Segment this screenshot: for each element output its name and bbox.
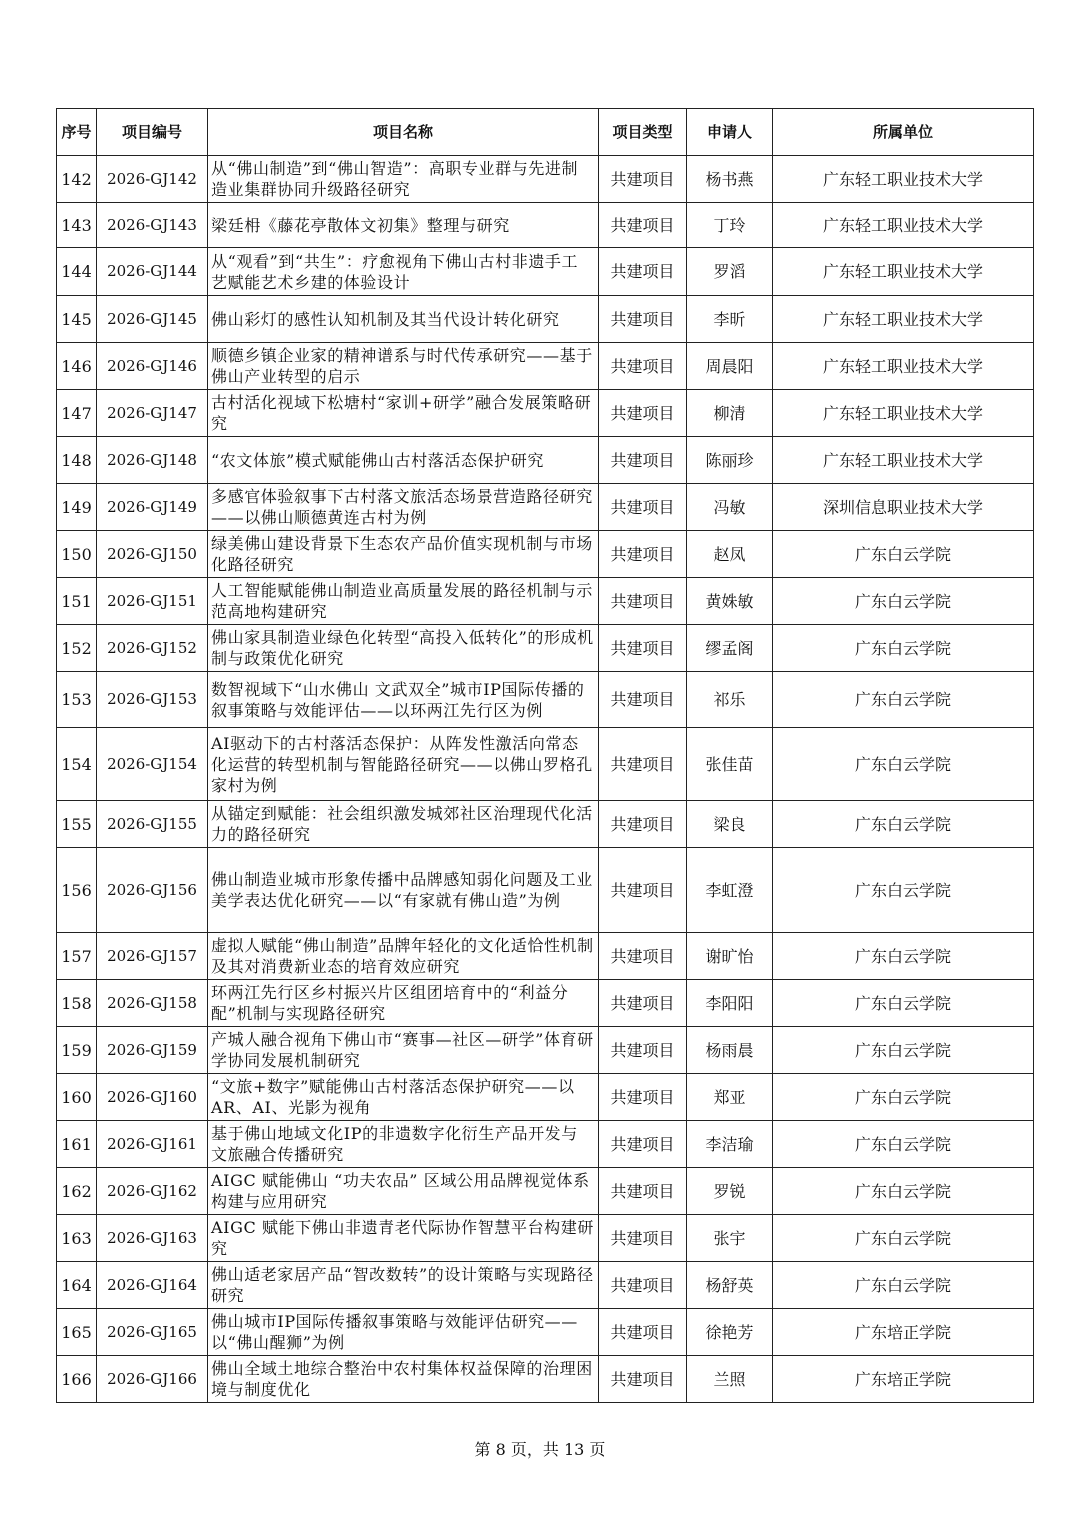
cell-applicant: 李虹澄 — [687, 848, 773, 933]
cell-code: 2026-GJ153 — [97, 672, 208, 728]
table-row — [57, 801, 1034, 848]
table-row — [57, 390, 1034, 437]
table-row — [57, 980, 1034, 1027]
cell-unit: 广东白云学院 — [773, 625, 1034, 672]
cell-project-type: 共建项目 — [599, 1309, 687, 1356]
cell-unit: 广东白云学院 — [773, 1121, 1034, 1168]
cell-applicant: 丁玲 — [687, 203, 773, 248]
cell-no: 162 — [57, 1168, 97, 1215]
cell-code: 2026-GJ148 — [97, 437, 208, 484]
cell-no: 149 — [57, 484, 97, 531]
col-header-unit: 所属单位 — [773, 109, 1034, 156]
table-row — [57, 1074, 1034, 1121]
cell-code: 2026-GJ147 — [97, 390, 208, 437]
cell-applicant: 谢旷怡 — [687, 933, 773, 980]
cell-project-name: “文旅+数字”赋能佛山古村落活态保护研究——以AR、AI、光影为视角 — [208, 1074, 599, 1121]
cell-project-name: AIGC 赋能佛山 “功夫农品” 区域公用品牌视觉体系构建与应用研究 — [208, 1168, 599, 1215]
cell-code: 2026-GJ156 — [97, 848, 208, 933]
cell-project-name: 顺德乡镇企业家的精神谱系与时代传承研究——基于佛山产业转型的启示 — [208, 343, 599, 390]
cell-project-type: 共建项目 — [599, 390, 687, 437]
col-header-code: 项目编号 — [97, 109, 208, 156]
cell-project-type: 共建项目 — [599, 484, 687, 531]
cell-code: 2026-GJ165 — [97, 1309, 208, 1356]
cell-no: 152 — [57, 625, 97, 672]
cell-no: 161 — [57, 1121, 97, 1168]
cell-project-type: 共建项目 — [599, 848, 687, 933]
cell-code: 2026-GJ157 — [97, 933, 208, 980]
cell-unit: 广东轻工职业技术大学 — [773, 203, 1034, 248]
cell-project-type: 共建项目 — [599, 248, 687, 296]
cell-unit: 广东白云学院 — [773, 980, 1034, 1027]
cell-code: 2026-GJ163 — [97, 1215, 208, 1262]
cell-project-name: “农文体旅”模式赋能佛山古村落活态保护研究 — [208, 437, 599, 484]
cell-applicant: 祁乐 — [687, 672, 773, 728]
cell-project-name: 佛山彩灯的感性认知机制及其当代设计转化研究 — [208, 296, 599, 343]
cell-project-name: 佛山家具制造业绿色化转型“高投入低转化”的形成机制与政策优化研究 — [208, 625, 599, 672]
cell-project-name: AI驱动下的古村落活态保护：从阵发性激活向常态化运营的转型机制与智能路径研究——以佛山罗格孔家村为例 — [208, 728, 599, 801]
cell-project-name: AIGC 赋能下佛山非遗青老代际协作智慧平台构建研究 — [208, 1215, 599, 1262]
table-row — [57, 203, 1034, 248]
cell-code: 2026-GJ164 — [97, 1262, 208, 1309]
table-header-row — [57, 109, 1034, 156]
cell-applicant: 周晨阳 — [687, 343, 773, 390]
cell-code: 2026-GJ158 — [97, 980, 208, 1027]
cell-no: 154 — [57, 728, 97, 801]
table-row — [57, 1027, 1034, 1074]
cell-project-name: 佛山制造业城市形象传播中品牌感知弱化问题及工业美学表达优化研究——以“有家就有佛山造”为例 — [208, 848, 599, 933]
cell-unit: 广东白云学院 — [773, 1027, 1034, 1074]
table-row — [57, 1168, 1034, 1215]
cell-no: 146 — [57, 343, 97, 390]
table-row — [57, 1309, 1034, 1356]
cell-project-name: 绿美佛山建设背景下生态农产品价值实现机制与市场化路径研究 — [208, 531, 599, 578]
cell-project-name: 从“佛山制造”到“佛山智造”：高职专业群与先进制造业集群协同升级路径研究 — [208, 156, 599, 203]
cell-project-type: 共建项目 — [599, 156, 687, 203]
cell-no: 150 — [57, 531, 97, 578]
cell-code: 2026-GJ159 — [97, 1027, 208, 1074]
cell-applicant: 徐艳芳 — [687, 1309, 773, 1356]
cell-code: 2026-GJ144 — [97, 248, 208, 296]
cell-unit: 广东培正学院 — [773, 1356, 1034, 1403]
cell-project-name: 虚拟人赋能“佛山制造”品牌年轻化的文化适恰性机制及其对消费新业态的培育效应研究 — [208, 933, 599, 980]
cell-applicant: 黄姝敏 — [687, 578, 773, 625]
cell-no: 151 — [57, 578, 97, 625]
cell-unit: 广东轻工职业技术大学 — [773, 343, 1034, 390]
col-header-applicant: 申请人 — [687, 109, 773, 156]
table-row — [57, 156, 1034, 203]
cell-project-type: 共建项目 — [599, 437, 687, 484]
cell-project-type: 共建项目 — [599, 625, 687, 672]
cell-no: 157 — [57, 933, 97, 980]
cell-code: 2026-GJ149 — [97, 484, 208, 531]
cell-applicant: 柳清 — [687, 390, 773, 437]
cell-applicant: 杨雨晨 — [687, 1027, 773, 1074]
cell-no: 142 — [57, 156, 97, 203]
cell-no: 163 — [57, 1215, 97, 1262]
cell-unit: 广东白云学院 — [773, 1262, 1034, 1309]
cell-no: 158 — [57, 980, 97, 1027]
col-header-name: 项目名称 — [208, 109, 599, 156]
cell-project-type: 共建项目 — [599, 1074, 687, 1121]
cell-applicant: 张宇 — [687, 1215, 773, 1262]
cell-applicant: 赵凤 — [687, 531, 773, 578]
cell-unit: 广东轻工职业技术大学 — [773, 248, 1034, 296]
cell-code: 2026-GJ160 — [97, 1074, 208, 1121]
cell-applicant: 梁良 — [687, 801, 773, 848]
cell-project-name: 产城人融合视角下佛山市“赛事—社区—研学”体育研学协同发展机制研究 — [208, 1027, 599, 1074]
cell-code: 2026-GJ161 — [97, 1121, 208, 1168]
table-row — [57, 578, 1034, 625]
table-row — [57, 728, 1034, 801]
cell-project-type: 共建项目 — [599, 531, 687, 578]
cell-applicant: 郑亚 — [687, 1074, 773, 1121]
table-row — [57, 933, 1034, 980]
cell-project-type: 共建项目 — [599, 203, 687, 248]
table-row — [57, 248, 1034, 296]
cell-code: 2026-GJ146 — [97, 343, 208, 390]
cell-project-type: 共建项目 — [599, 1027, 687, 1074]
cell-applicant: 李昕 — [687, 296, 773, 343]
cell-no: 165 — [57, 1309, 97, 1356]
cell-unit: 广东白云学院 — [773, 1215, 1034, 1262]
cell-project-type: 共建项目 — [599, 672, 687, 728]
cell-project-type: 共建项目 — [599, 933, 687, 980]
cell-unit: 广东白云学院 — [773, 801, 1034, 848]
table-row — [57, 1215, 1034, 1262]
cell-no: 166 — [57, 1356, 97, 1403]
cell-no: 145 — [57, 296, 97, 343]
cell-project-name: 从锚定到赋能：社会组织激发城郊社区治理现代化活力的路径研究 — [208, 801, 599, 848]
cell-unit: 广东轻工职业技术大学 — [773, 390, 1034, 437]
cell-code: 2026-GJ143 — [97, 203, 208, 248]
cell-code: 2026-GJ142 — [97, 156, 208, 203]
cell-unit: 广东白云学院 — [773, 672, 1034, 728]
cell-project-name: 人工智能赋能佛山制造业高质量发展的路径机制与示范高地构建研究 — [208, 578, 599, 625]
cell-no: 148 — [57, 437, 97, 484]
cell-no: 153 — [57, 672, 97, 728]
cell-project-type: 共建项目 — [599, 343, 687, 390]
page-number: 第 8 页，共 13 页 — [474, 1440, 606, 1459]
cell-no: 156 — [57, 848, 97, 933]
cell-project-name: 数智视域下“山水佛山 文武双全”城市IP国际传播的叙事策略与效能评估——以环两江先行区为例 — [208, 672, 599, 728]
cell-project-type: 共建项目 — [599, 1262, 687, 1309]
cell-project-type: 共建项目 — [599, 1168, 687, 1215]
cell-no: 143 — [57, 203, 97, 248]
cell-project-name: 从“观看”到“共生”：疗愈视角下佛山古村非遗手工艺赋能艺术乡建的体验设计 — [208, 248, 599, 296]
cell-no: 164 — [57, 1262, 97, 1309]
cell-project-type: 共建项目 — [599, 801, 687, 848]
table-row — [57, 625, 1034, 672]
cell-no: 159 — [57, 1027, 97, 1074]
cell-project-name: 古村活化视域下松塘村“家训+研学”融合发展策略研究 — [208, 390, 599, 437]
cell-applicant: 杨书燕 — [687, 156, 773, 203]
cell-applicant: 兰照 — [687, 1356, 773, 1403]
cell-unit: 广东培正学院 — [773, 1309, 1034, 1356]
cell-project-name: 佛山全域土地综合整治中农村集体权益保障的治理困境与制度优化 — [208, 1356, 599, 1403]
cell-unit: 广东白云学院 — [773, 933, 1034, 980]
cell-code: 2026-GJ151 — [97, 578, 208, 625]
cell-unit: 广东白云学院 — [773, 578, 1034, 625]
cell-code: 2026-GJ150 — [97, 531, 208, 578]
cell-applicant: 杨舒英 — [687, 1262, 773, 1309]
cell-applicant: 冯敏 — [687, 484, 773, 531]
cell-unit: 深圳信息职业技术大学 — [773, 484, 1034, 531]
table-row — [57, 484, 1034, 531]
table-row — [57, 1356, 1034, 1403]
table-row — [57, 437, 1034, 484]
cell-no: 147 — [57, 390, 97, 437]
cell-code: 2026-GJ152 — [97, 625, 208, 672]
cell-no: 144 — [57, 248, 97, 296]
project-table — [56, 108, 1034, 1403]
cell-unit: 广东白云学院 — [773, 1074, 1034, 1121]
cell-unit: 广东白云学院 — [773, 848, 1034, 933]
table-row — [57, 1121, 1034, 1168]
cell-applicant: 缪孟阁 — [687, 625, 773, 672]
col-header-no: 序号 — [57, 109, 97, 156]
cell-unit: 广东轻工职业技术大学 — [773, 437, 1034, 484]
cell-code: 2026-GJ162 — [97, 1168, 208, 1215]
cell-unit: 广东白云学院 — [773, 728, 1034, 801]
cell-unit: 广东轻工职业技术大学 — [773, 156, 1034, 203]
cell-code: 2026-GJ155 — [97, 801, 208, 848]
table-row — [57, 672, 1034, 728]
table-row — [57, 296, 1034, 343]
cell-applicant: 陈丽珍 — [687, 437, 773, 484]
cell-project-type: 共建项目 — [599, 980, 687, 1027]
cell-project-name: 基于佛山地域文化IP的非遗数字化衍生产品开发与文旅融合传播研究 — [208, 1121, 599, 1168]
cell-no: 155 — [57, 801, 97, 848]
cell-unit: 广东白云学院 — [773, 531, 1034, 578]
cell-no: 160 — [57, 1074, 97, 1121]
cell-project-type: 共建项目 — [599, 1215, 687, 1262]
table-row — [57, 531, 1034, 578]
table-row — [57, 343, 1034, 390]
cell-applicant: 罗锐 — [687, 1168, 773, 1215]
table-row — [57, 848, 1034, 933]
cell-code: 2026-GJ166 — [97, 1356, 208, 1403]
cell-unit: 广东轻工职业技术大学 — [773, 296, 1034, 343]
table-body — [57, 156, 1034, 1403]
cell-project-type: 共建项目 — [599, 728, 687, 801]
cell-project-name: 环两江先行区乡村振兴片区组团培育中的“利益分配”机制与实现路径研究 — [208, 980, 599, 1027]
cell-code: 2026-GJ154 — [97, 728, 208, 801]
table-row — [57, 1262, 1034, 1309]
cell-project-name: 佛山适老家居产品“智改数转”的设计策略与实现路径研究 — [208, 1262, 599, 1309]
cell-applicant: 罗滔 — [687, 248, 773, 296]
cell-unit: 广东白云学院 — [773, 1168, 1034, 1215]
cell-project-type: 共建项目 — [599, 1121, 687, 1168]
cell-code: 2026-GJ145 — [97, 296, 208, 343]
cell-applicant: 李洁瑜 — [687, 1121, 773, 1168]
cell-project-type: 共建项目 — [599, 578, 687, 625]
col-header-type: 项目类型 — [599, 109, 687, 156]
cell-project-name: 梁廷枏《藤花亭散体文初集》整理与研究 — [208, 203, 599, 248]
cell-project-name: 佛山城市IP国际传播叙事策略与效能评估研究——以“佛山醒狮”为例 — [208, 1309, 599, 1356]
cell-project-type: 共建项目 — [599, 296, 687, 343]
cell-project-type: 共建项目 — [599, 1356, 687, 1403]
cell-project-name: 多感官体验叙事下古村落文旅活态场景营造路径研究——以佛山顺德黄连古村为例 — [208, 484, 599, 531]
cell-applicant: 张佳苗 — [687, 728, 773, 801]
cell-applicant: 李阳阳 — [687, 980, 773, 1027]
